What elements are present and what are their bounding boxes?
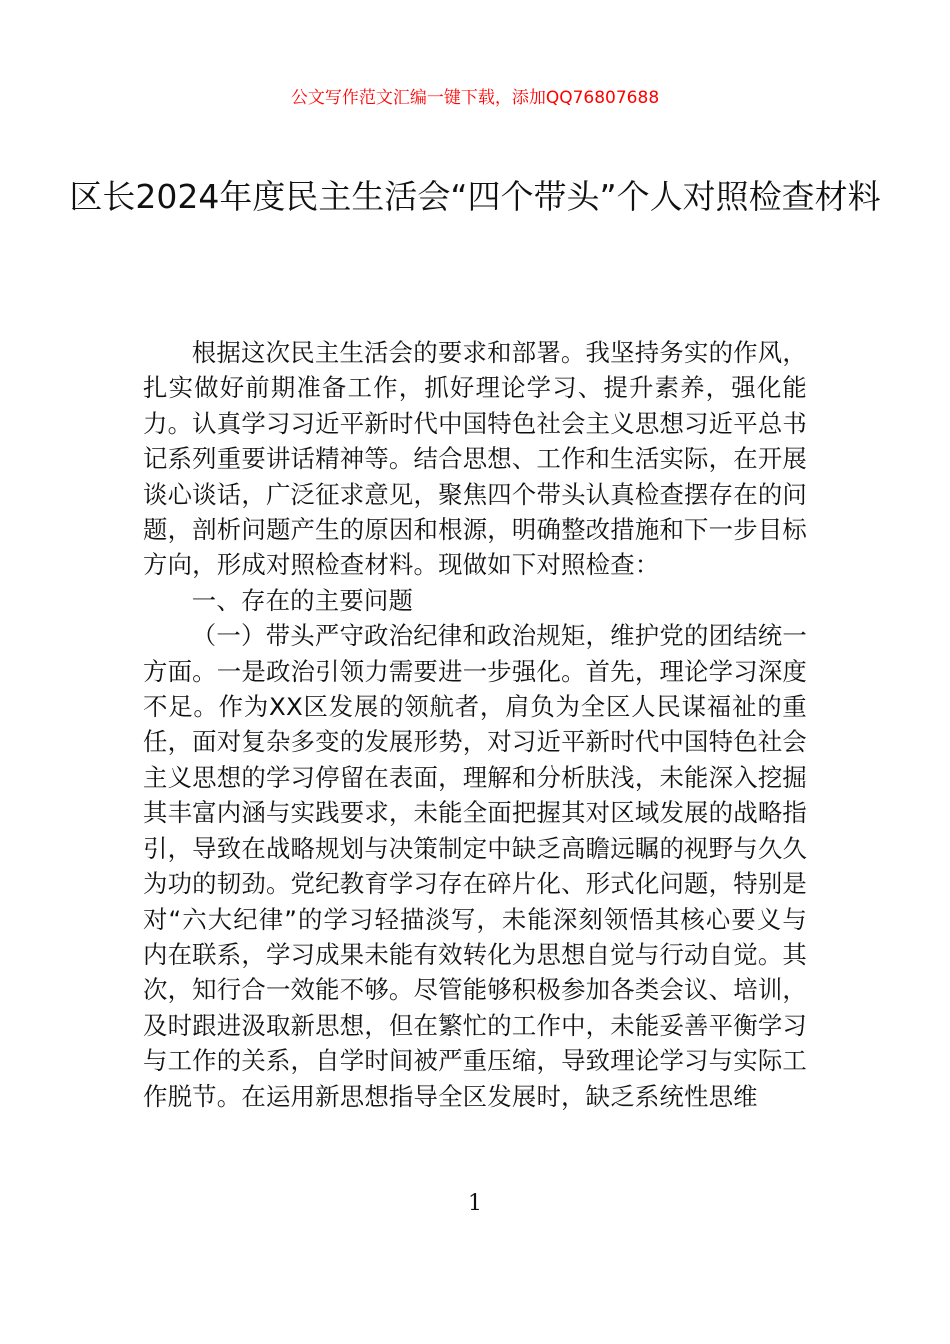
body-paragraph: （一）带头严守政治纪律和政治规矩，维护党的团结统一方面。一是政治引领力需要进一步强化。首先，理论学习深度不足。作为XX区发展的领航者，肩负为全区人民谋福祉的重任，面对复杂多变的发展形势，对习近平新时代中国特色社会主义思想的学习停留在表面，理解和分析肤浅，未能深入挖掘其丰富内涵与实践要求，未能全面把握其对区域发展的战略指引，导致在战略规划与决策制定中缺乏高瞻远瞩的视野与久久为功的韧劲。党纪教育学习存在碎片化、形式化问题，特别是对“六大纪律”的学习轻描淡写，未能深刻领悟其核心要义与内在联系，学习成果未能有效转化为思想自觉与行动自觉。其次，知行合一效能不够。尽管能够积极参加各类会议、培训，及时跟进汲取新思想，但在繁忙的工作中，未能妥善平衡学习与工作的关系，自学时间被严重压缩，导致理论学习与实际工作脱节。在运用新思想指导全区发展时，缺乏系统性思维 — [143, 621, 807, 1111]
intro-paragraph: 根据这次民主生活会的要求和部署。我坚持务实的作风，扎实做好前期准备工作，抓好理论学习、提升素养，强化能力。认真学习习近平新时代中国特色社会主义思想习近平总书记系列重要讲话精神等。结合思想、工作和生活实际，在开展谈心谈话，广泛征求意见，聚焦四个带头认真检查摆存在的问题，剖析问题产生的原因和根源，明确整改措施和下一步目标方向，形成对照检查材料。现做如下对照检查： — [143, 338, 807, 580]
section-heading: 一、存在的主要问题 — [191, 585, 414, 615]
page-number: 1 — [468, 1191, 482, 1216]
download-banner: 公文写作范文汇编一键下载，添加QQ76807688 — [290, 88, 660, 108]
document-body — [143, 335, 807, 1114]
document-title: 区长2024年度民主生活会“四个带头”个人对照检查材料 — [69, 177, 881, 216]
